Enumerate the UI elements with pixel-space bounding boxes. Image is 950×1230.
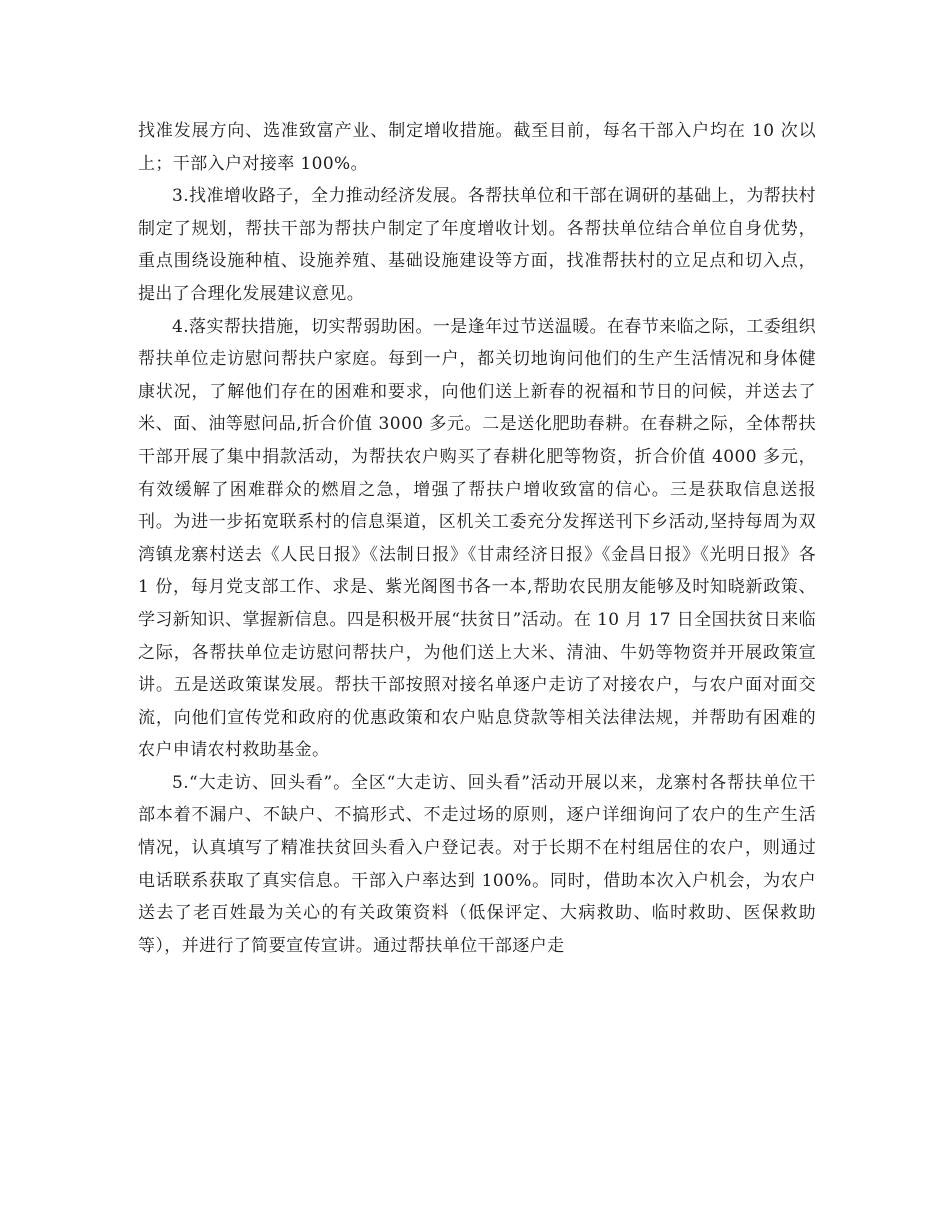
paragraph-4: 5.“大走访、回头看”。全区“大走访、回头看”活动开展以来，龙寨村各帮扶单位干部本着不漏户、不缺户、不搞形式、不走过场的原则，逐户详细询问了农户的生产生活情况，认真填写了精准扶贫回头看入户登记表。对于长期不在村组居住的农户，则通过电话联系获取了真实信息。干部入户率达到 100%。同时，借助本次入户机会，为农户送去了老百姓最为关心的有关政策资料（低保评定、大病救助、临时救助、医保救助等），并进行了简要宣传宣讲。通过帮扶单位干部逐户走	[138, 772, 816, 956]
paragraph-2: 3.找准增收路子，全力推动经济发展。各帮扶单位和干部在调研的基础上，为帮扶村制定了规划，帮扶干部为帮扶户制定了年度增收计划。各帮扶单位结合单位自身优势，重点围绕设施种植、设施养殖、基础设施建设等方面，找准帮扶村的立足点和切入点，提出了合理化发展建议意见。	[138, 186, 816, 304]
paragraph-1: 找准发展方向、选准致富产业、制定增收措施。截至目前，每名干部入户均在 10 次以上；干部入户对接率 100%。	[138, 121, 816, 174]
document-page	[138, 115, 816, 962]
paragraph-3: 4.落实帮扶措施，切实帮弱助困。一是逢年过节送温暖。在春节来临之际，工委组织帮扶单位走访慰问帮扶户家庭。每到一户，都关切地询问他们的生产生活情况和身体健康状况，了解他们存在的困难和要求，向他们送上新春的祝福和节日的问候，并送去了米、面、油等慰问品,折合价值 3000 多元。二是送化肥助春耕。在春耕之际，全体帮扶干部开展了集中捐款活动，为帮扶农户购买了春耕化肥等物资，折合价值 4000 多元，有效缓解了困难群众的燃眉之急，增强了帮扶户增收致富的信心。三是获取信息送报刊。为进一步拓宽联系村的信息渠道，区机关工委充分发挥送刊下乡活动,坚持每周为双湾镇龙寨村送去《人民日报》《法制日报》《甘肃经济日报》《金昌日报》《光明日报》各 1 份，每月党支部工作、求是、紫光阁图书各一本,帮助农民朋友能够及时知晓新政策、学习新知识、掌握新信息。四是积极开展“扶贫日”活动。在 10 月 17 日全国扶贫日来临之际，各帮扶单位走访慰问帮扶户，为他们送上大米、清油、牛奶等物资并开展政策宣讲。五是送政策谋发展。帮扶干部按照对接名单逐户走访了对接农户，与农户面对面交流，向他们宣传党和政府的优惠政策和农户贴息贷款等相关法律法规，并帮助有困难的农户申请农村救助基金。	[138, 316, 816, 761]
